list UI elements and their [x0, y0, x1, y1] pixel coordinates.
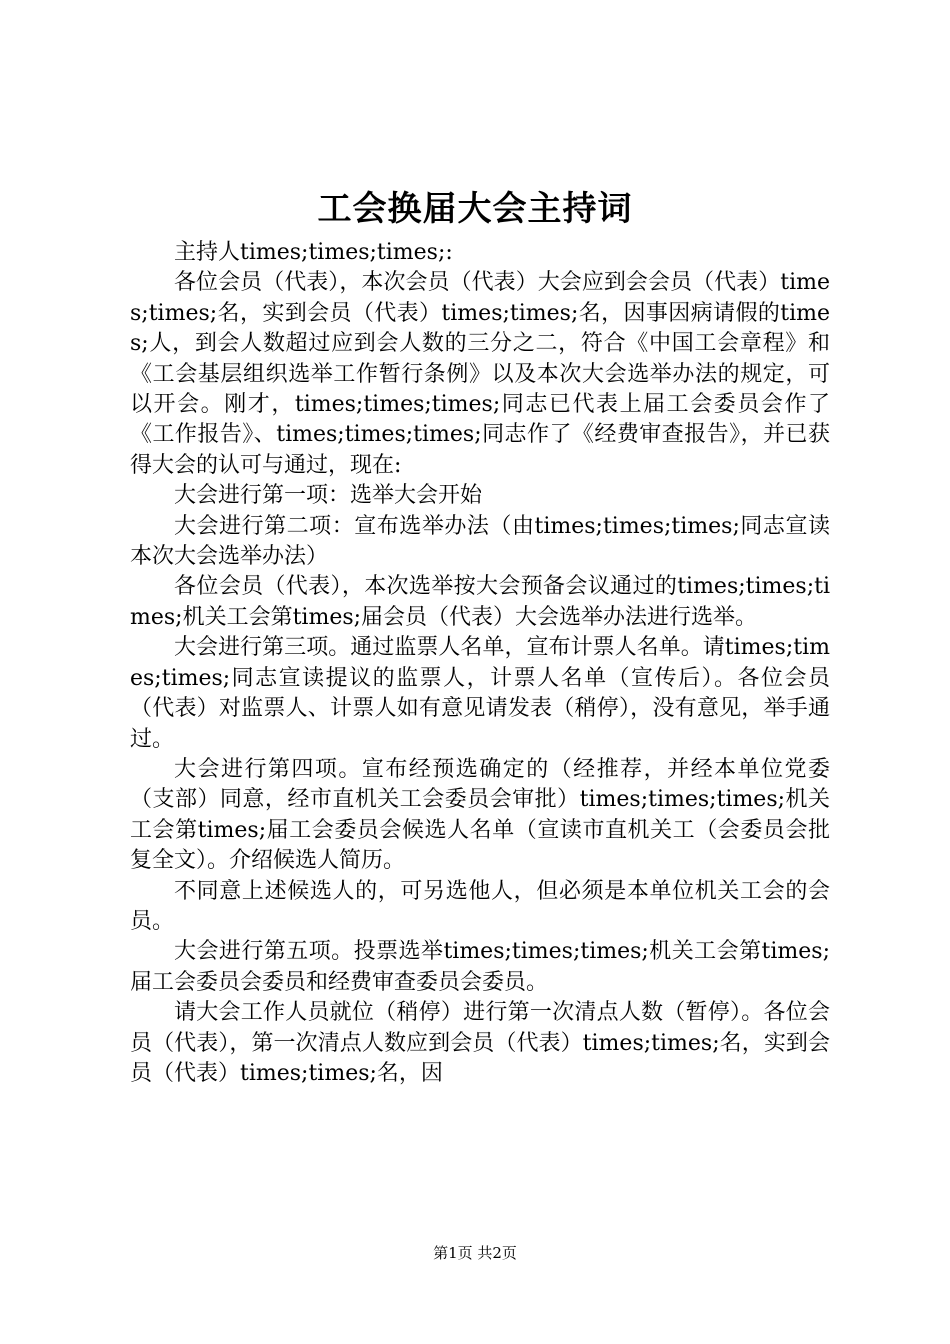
paragraph-item-3: 大会进行第三项。通过监票人名单，宣布计票人名单。请times;times;times;同志宣读提议的监票人，计票人名单（宣传后）。各位会员（代表）对监票人、计票人如有意见请发表（稍停），没有意见，举手通过。 — [130, 635, 830, 752]
paragraph-opening: 各位会员（代表），本次会员（代表）大会应到会会员（代表）times;times;名，实到会员（代表）times;times;名，因事因病请假的times;人，到会人数超过应到会人数的三分之二，符合《中国工会章程》和《工会基层组织选举工作暂行条例》以及本次大会选举办法的规定，可以开会。刚才，times;times;times;同志已代表上届工会委员会作了《工作报告》、times;times;times;同志作了《经费审查报告》，并已获得大会的认可与通过，现在: — [130, 270, 830, 478]
paragraph-host: 主持人times;times;times;: — [174, 240, 453, 265]
paragraph-election-method: 各位会员（代表），本次选举按大会预备会议通过的times;times;times;机关工会第times;届会员（代表）大会选举办法进行选举。 — [130, 574, 830, 630]
paragraph-item-4: 大会进行第四项。宣布经预选确定的（经推荐，并经本单位党委（支部）同意，经市直机关工会委员会审批）times;times;times;机关工会第times;届工会委员会候选人名单（宣读市直机关工（会委员会批复全文）。介绍候选人简历。 — [130, 756, 830, 874]
paragraph-item-5: 大会进行第五项。投票选举times;times;times;机关工会第times;届工会委员会委员和经费审查委员会委员。 — [130, 939, 830, 995]
document-body — [130, 238, 830, 1089]
paragraph-item-1: 大会进行第一项：选举大会开始 — [174, 483, 483, 509]
paragraph-item-2: 大会进行第二项：宣布选举办法（由times;times;times;同志宣读本次大会选举办法） — [130, 513, 830, 570]
page-footer: 第1页 共2页 — [433, 1244, 517, 1262]
paragraph-other-candidates: 不同意上述候选人的，可另选他人，但必须是本单位机关工会的会员。 — [130, 878, 830, 934]
document-title: 工会换届大会主持词 — [317, 189, 633, 229]
paragraph-headcount: 请大会工作人员就位（稍停）进行第一次清点人数（暂停）。各位会员（代表），第一次清点人数应到会员（代表）times;times;名，实到会员（代表）times;times;名，因 — [130, 1000, 831, 1086]
